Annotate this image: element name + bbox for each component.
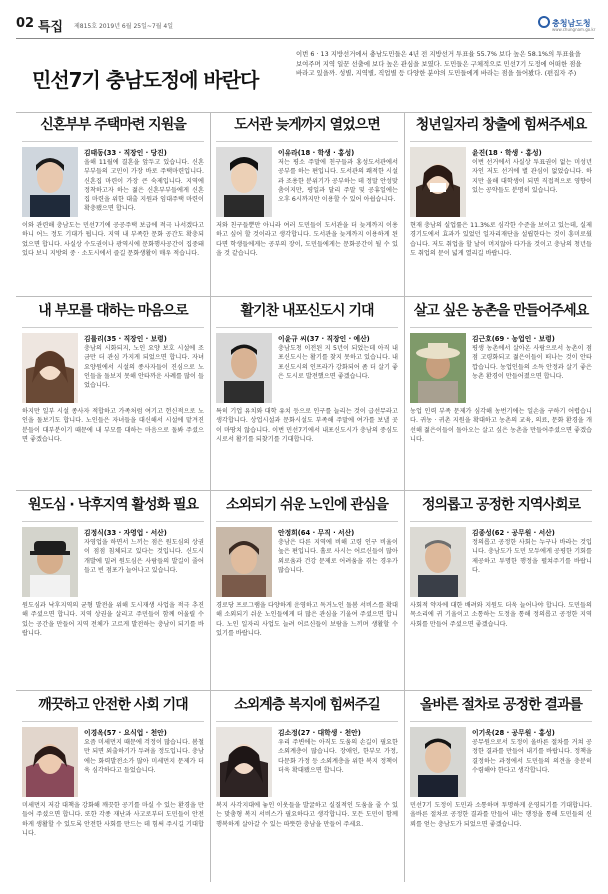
author-photo [216,727,272,797]
article-headline: 원도심 · 낙후지역 활성화 필요 [27,497,199,513]
headline-rule [216,521,398,522]
article-headline: 올바른 절차로 공정한 결과를 [420,697,582,713]
page-title: 민선7기 충남도정에 바란다 [32,68,259,92]
intro-text: 이번 6 · 13 지방선거에서 충남도민들은 4년 전 지방선거 투표율 55.7% 보다 높은 58.1%의 투표율을 보여주며 지역 일꾼 선출에 보다 높은 관심을 보였다. 도민들은 구체적으로 민선7기 도정에 어떠한 점을 바라고 있을까. 성별, 지역별, 직업별 등 다양한 분야의 도민들에게 바라는 점을 들어봤다. (편집자 주) [296,50,582,78]
article-card [216,494,398,674]
article-headline: 내 부모를 대하는 마음으로 [38,303,188,319]
article-body: 충남의 시화되지, 노인 요양 보호 시설에 조금만 더 관심 가지게 되었으면 합니다. 자녀 요양원에서 시설의 종사자들이 진심으로 노인들을 돌보지 못해 안타까운 사례를 많이 들었습니다. [84,345,204,390]
page-number: 02 [16,16,35,31]
article-author: 김소정(27 · 대학생 · 천안) [278,729,361,737]
article-headline: 살고 싶은 농촌을 만들어주세요 [413,303,589,319]
article-body-continued: 이와 관련해 충남도는 민선7기에 공공주택 보급에 적극 나서겠다고 하니 어느 정도 기대가 됩니다. 지역 내 부족한 문화 공간도 확충되었으면 합니다. 사실상 수도권이나 광역시에 문화행사공간이 집중돼 있다 보니 지방의 중 · 소도시에서 즐길 문화생활이 매우 적습니다. [22,222,204,257]
headline-rule [216,721,398,722]
article-headline: 청년일자리 창출에 힘써주세요 [415,117,587,133]
article-card [216,300,398,480]
article-headline: 도서관 늦게까지 열었으면 [234,117,380,133]
page-header [16,12,594,39]
article-body: 이번 선거에서 사실상 투표권이 없는 미성년자인 저도 선거에 별 관심이 없었습니다. 하지만 올해 대학생이 되면 직접적으로 영향이 있는 공약들도 분명히 있습니다. [472,159,592,194]
article-body: 올해 11월에 결혼을 앞두고 있습니다. 신혼부부들의 고민이 가장 바로 주택마련입니다. 신혼집 마련이 가장 큰 숙제입니다. 지역에 정착하고자 하는 젊은 신혼부부들에게 신혼집 마련을 위한 대출 지원과 임대주택 마련이 확충됐으면 합니다. [84,159,204,213]
article-author: 안정희(64 · 무직 · 서산) [278,529,355,537]
article-body: 우리 주변에는 아직도 도움의 손길이 필요한 소외계층이 많습니다. 장애인, 한부모 가정, 다문화 가정 등 소외계층을 위한 복지 정책이 더욱 확대됐으면 합니다. [278,739,398,774]
article-body-continued: 저와 친구들뿐만 아니라 여러 도민들이 도서관을 더 늦게까지 이용하고 싶어 할 것이라고 생각합니다. 도서관을 늦게까지 이용하게 된다면 학생들에게는 공부의 장이, 도민들에게는 문화공간이 될 수 있을 것 같습니다. [216,222,398,257]
article-body-continued: 원도심과 낙후지역의 균형 발전을 위해 도시재생 사업을 적극 추진해 주셨으면 합니다. 지역 상권을 살리고 주민들이 함께 어울릴 수 있는 공간을 만들어 지역 전체가 고르게 발전하는 충남이 되기를 바랍니다. [22,602,204,637]
row-divider [16,296,592,297]
headline-rule [410,721,592,722]
headline-rule [216,327,398,328]
article-card [22,300,204,480]
article-author: 이경옥(57 · 요식업 · 천안) [84,729,167,737]
article-headline: 정의롭고 공정한 지역사회로 [421,497,581,513]
article-body: 정의롭고 공정한 사회는 누구나 바라는 것입니다. 충남도가 도민 모두에게 공평한 기회를 제공하고 투명한 행정을 펼쳐주기를 바랍니다. [472,539,592,574]
article-headline: 소외계층 복지에 힘써주길 [234,697,380,713]
publisher-logo [538,12,594,34]
article-card [410,300,592,480]
article-card [22,494,204,674]
headline-rule [410,327,592,328]
section-label: 특집 [38,20,64,35]
article-body: 충남도청 이전된 지 5년이 되었는데 아직 내포신도시는 활기를 찾지 못하고 있습니다. 내포신도시의 인프라가 강화되어 좀 더 살기 좋은 도시로 발전했으면 좋겠습니다. [278,345,398,380]
author-photo [410,727,466,797]
author-photo [410,333,466,403]
article-author: 이유라(18 · 학생 · 홍성) [278,149,355,157]
article-body-continued: 하지만 일부 시설 종사자 적합하고 가족처럼 여기고 헌신적으로 노인을 돌보기도 합니다. 노인들은 자녀들을 대신해서 시설에 맡겨진 분들이 대부분이기 때문에 내 부모를 대하는 마음으로 돌봐 주셨으면 좋겠습니다. [22,408,204,443]
author-photo [216,147,272,217]
article-card [410,114,592,294]
article-author: 김태동(33 · 직장인 · 당진) [84,149,167,157]
column-divider [404,112,405,882]
article-body: 평생 농촌에서 살아온 사람으로서 농촌이 점점 고령화되고 젊은이들이 떠나는 것이 안타깝습니다. 농업인들의 소득 안정과 살기 좋은 농촌 환경이 만들어졌으면 합니다. [472,345,592,380]
headline-rule [22,721,204,722]
article-headline: 신혼부부 주택마련 지원을 [40,117,186,133]
article-card [216,114,398,294]
article-body: 저는 평소 주말에 친구들과 홍성도서관에서 공부를 하는 편입니다. 도서관의 쾌적한 시설과 조용한 분위기가 공부하는 데 정말 안성맞춤이지만, 평일과 달리 주말 및 공휴일에는 오후 6시까지만 이용할 수 있어 아쉽습니다. [278,159,398,204]
row-divider [16,690,592,691]
logo-url: www.chungnam.go.kr [552,27,596,32]
article-card [410,494,592,674]
headline-rule [216,141,398,142]
article-body-continued: 복지 사각지대에 놓인 이웃들을 발굴하고 실질적인 도움을 줄 수 있는 맞춤형 복지 서비스가 필요하다고 생각합니다. 모든 도민이 함께 행복하게 살아갈 수 있는 따뜻한 충남을 만들어 주세요. [216,802,398,828]
article-body: 충남은 다른 지역에 비해 고령 인구 비율이 높은 편입니다. 홀로 사시는 어르신들이 많아 외로움과 건강 문제로 어려움을 겪는 경우가 많습니다. [278,539,398,574]
article-body-continued: 특히 기업 유치와 대학 유치 등으로 인구를 늘리는 것이 급선무라고 생각합니다. 상업시설과 문화시설도 부족해 주말에 여가를 보낼 곳이 마땅치 않습니다. 이번 민선7기에서 내포신도시가 충남의 중심도시로서 활기를 되찾기를 기대합니다. [216,408,398,443]
headline-rule [410,521,592,522]
column-divider [210,112,211,882]
headline-rule [22,521,204,522]
article-body-continued: 현재 충남의 실업률은 11.3%로 심각한 수준을 보이고 있는데, 실제 경기도에서 효과가 있었던 일자리재단을 설립한다는 것이 흥미로웠습니다. 저도 취업을 할 날이 머지않아 다가올 것이고 충남의 청년들도 취업의 문이 넓게 열리길 바랍니다. [410,222,592,257]
author-photo [22,527,78,597]
article-author: 윤진(18 · 학생 · 홍성) [472,149,542,157]
article-body-continued: 사회적 약자에 대한 배려와 지원도 더욱 늘어나야 합니다. 도민들의 목소리에 귀 기울이고 소통하는 도정을 통해 정의롭고 공정한 지역사회를 만들어 주셨으면 좋겠습니다. [410,602,592,628]
article-body-continued: 미세먼지 저감 대책을 강화해 깨끗한 공기를 마실 수 있는 환경을 만들어 주셨으면 합니다. 또한 각종 재난과 사고로부터 도민들이 안전하게 생활할 수 있도록 안전한 사회를 만드는 데 힘써 주시길 기대합니다. [22,802,204,837]
article-author: 김정식(33 · 자영업 · 서산) [84,529,167,537]
article-card [410,694,592,874]
article-body-continued: 민선7기 도정이 도민과 소통하며 투명하게 운영되기를 기대합니다. 올바른 절차로 공정한 결과를 만들어 내는 행정을 통해 도민들의 신뢰를 얻는 충남도가 되었으면 좋겠습니다. [410,802,592,828]
article-card [22,114,204,294]
author-photo [216,333,272,403]
author-photo [22,727,78,797]
article-headline: 깨끗하고 안전한 사회 기대 [38,697,188,713]
issue-info: 제815호 2019년 6월 25일~7월 4일 [74,23,174,30]
article-body: 자영업을 하면서 느끼는 점은 원도심의 상권이 점점 침체되고 있다는 것입니다. 신도시 개발에 밀려 원도심은 사람들의 발길이 줄어들고 빈 점포가 늘어나고 있습니다. [84,539,204,574]
article-author: 이윤규 씨(37 · 직장인 · 예산) [278,335,370,343]
article-headline: 활기찬 내포신도시 기대 [240,303,374,319]
article-headline: 소외되기 쉬운 노인에 관심을 [226,497,388,513]
article-body-continued: 경로당 프로그램을 다양하게 운영하고 독거노인 돌봄 서비스를 확대해 소외되기 쉬운 노인들에게 더 많은 관심을 기울여 주셨으면 합니다. 노인 일자리 사업도 늘려 어르신들이 보람을 느끼며 생활할 수 있기를 바랍니다. [216,602,398,637]
article-author: 김근호(69 · 농업인 · 보령) [472,335,555,343]
article-card [216,694,398,874]
author-photo [22,333,78,403]
logo-mark-icon [538,16,550,28]
article-body: 공무원으로서 도정이 올바른 절차를 거쳐 공정한 결과를 만들어 내기를 바랍니다. 정책을 결정하는 과정에서 도민들의 의견을 충분히 수렴해야 한다고 생각합니다. [472,739,592,774]
headline-rule [410,141,592,142]
row-divider [16,490,592,491]
author-photo [410,527,466,597]
article-author: 김률리(35 · 직장인 · 보령) [84,335,167,343]
author-photo [410,147,466,217]
article-card [22,694,204,874]
row-divider [16,112,592,113]
article-body-continued: 농업 인력 부족 문제가 심각해 농번기에는 일손을 구하기 어렵습니다. 귀농 · 귀촌 지원을 확대하고 농촌의 교육, 의료, 문화 환경을 개선해 젊은이들이 돌아오는 살고 싶은 농촌을 만들어주셨으면 좋겠습니다. [410,408,592,443]
article-author: 이기욱(28 · 공무원 · 홍성) [472,729,555,737]
logo-name: 충청남도청 [552,19,591,28]
headline-rule [22,141,204,142]
article-author: 김종성(62 · 공무원 · 서산) [472,529,555,537]
headline-rule [22,327,204,328]
article-body: 요즘 미세먼지 때문에 걱정이 많습니다. 봄철만 되면 외출하기가 두려울 정도입니다. 충남에는 화력발전소가 많아 미세먼지 문제가 더욱 심각하다고 들었습니다. [84,739,204,774]
author-photo [216,527,272,597]
author-photo [22,147,78,217]
